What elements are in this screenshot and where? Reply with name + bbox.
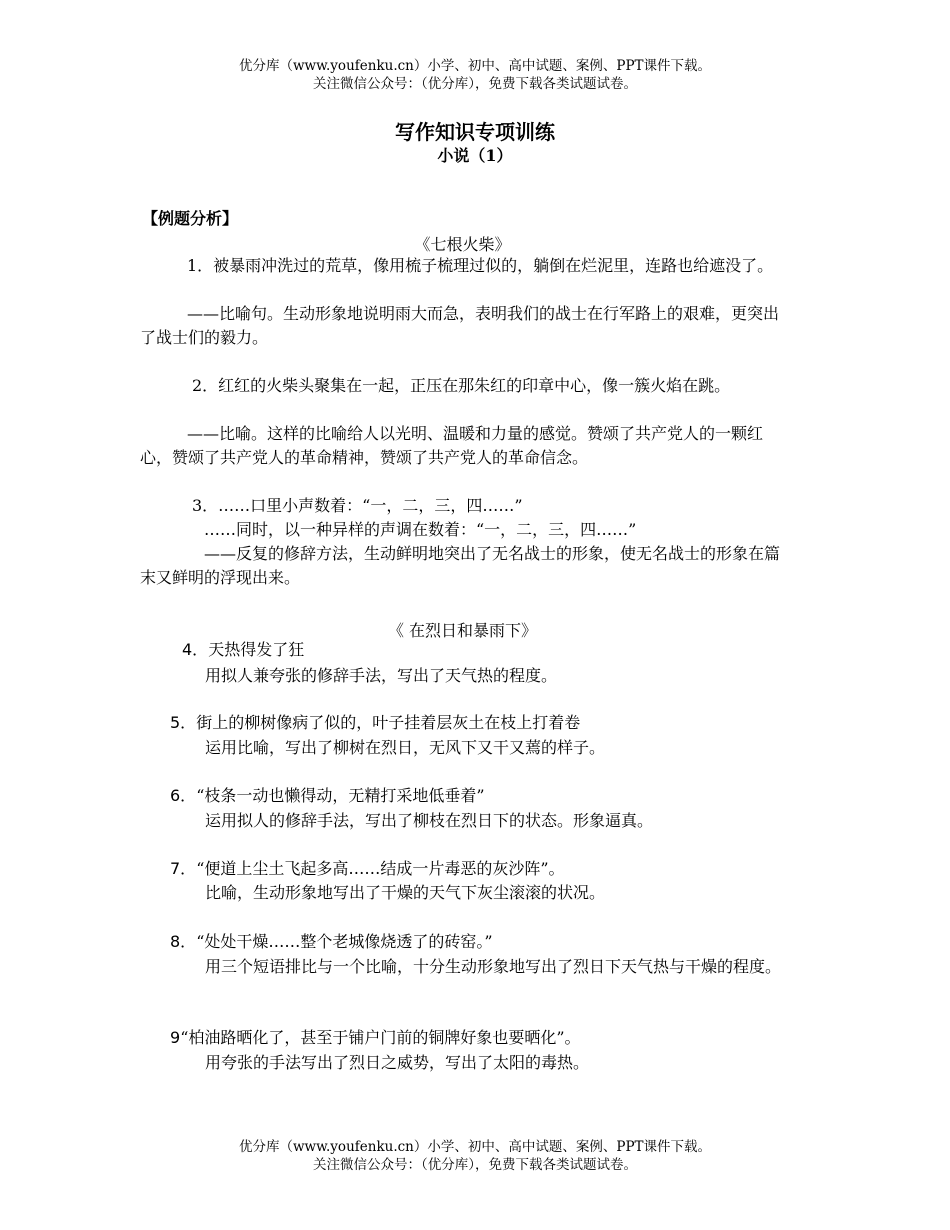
item-2-quote: 2．红红的火柴头聚集在一起，正压在那朱红的印章中心，像一簇火焰在跳。	[192, 376, 731, 395]
item-3-quote: 3．……口里小声数着：“一，二，三，四……”	[192, 496, 523, 515]
item-5-number: 5．	[170, 713, 197, 732]
item-9-text: “柏油路晒化了，甚至于铺户门前的铜牌好象也要晒化”。	[180, 1028, 581, 1047]
item-6-text: “枝条一动也懒得动，无精打采地低垂着”	[196, 786, 485, 805]
item-8-number: 8．	[170, 932, 197, 951]
item-6-number: 6．	[170, 786, 197, 805]
item-7-number: 7．	[170, 859, 197, 878]
item-9-quote	[170, 1026, 581, 1050]
footer-line-2: 关注微信公众号：（优分库），免费下载各类试题试卷。	[313, 1157, 637, 1173]
item-2-analysis: ——比喻。这样的比喻给人以光明、温暖和力量的感觉。赞颂了共产党人的一颗红心，赞颂了共产党人的革命精神，赞颂了共产党人的革命信念。	[140, 424, 764, 467]
page-header	[0, 57, 950, 93]
item-1-quote: 1．被暴雨冲洗过的荒草，像用梳子梳理过似的，躺倒在烂泥里，连路也给遮没了。	[187, 256, 774, 275]
item-6-quote	[170, 784, 485, 808]
item-4-analysis: 用拟人兼夸张的修辞手法，写出了天气热的程度。	[205, 666, 558, 685]
item-8-quote	[170, 930, 493, 954]
item-8-text: “处处干燥……整个老城像烧透了的砖窑。”	[196, 932, 493, 951]
item-9-analysis: 用夸张的手法写出了烈日之威势，写出了太阳的毒热。	[205, 1053, 590, 1072]
header-line-1: 优分库（www.youfenku.cn）小学、初中、高中试题、案例、PPT课件下载。	[238, 58, 712, 74]
item-3-quote-2: ……同时，以一种异样的声调在数着：“一，二，三，四……”	[204, 520, 637, 539]
page-footer	[0, 1138, 950, 1174]
header-line-2: 关注微信公众号：（优分库），免费下载各类试题试卷。	[313, 76, 637, 92]
document-title: 写作知识专项训练	[395, 120, 555, 144]
item-4-text: 天热得发了狂	[208, 640, 305, 659]
item-9-number: 9	[170, 1028, 181, 1047]
item-3-analysis: ——反复的修辞方法，生动鲜明地突出了无名战士的形象，使无名战士的形象在篇末又鲜明的浮现出来。	[140, 544, 781, 587]
item-4-quote	[182, 638, 304, 662]
footer-line-1: 优分库（www.youfenku.cn）小学、初中、高中试题、案例、PPT课件下载。	[238, 1139, 712, 1155]
item-1-analysis: ——比喻句。生动形象地说明雨大而急，表明我们的战士在行军路上的艰难，更突出了战士们的毅力。	[140, 304, 780, 347]
item-7-quote	[170, 857, 565, 881]
item-6-analysis: 运用拟人的修辞手法，写出了柳枝在烈日下的状态。形象逼真。	[205, 811, 654, 830]
item-5-analysis: 运用比喻，写出了柳树在烈日，无风下又干又蔫的样子。	[205, 738, 606, 757]
section-heading: 【例题分析】	[142, 209, 239, 228]
story-title-1: 《七根火柴》	[414, 235, 511, 254]
item-8-analysis: 用三个短语排比与一个比喻，十分生动形象地写出了烈日下天气热与干燥的程度。	[205, 957, 782, 976]
document-subtitle: 小说（1）	[437, 146, 513, 165]
story-title-2: 《 在烈日和暴雨下》	[387, 621, 538, 640]
item-5-text: 街上的柳树像病了似的，叶子挂着层灰土在枝上打着卷	[196, 713, 581, 732]
item-7-text: “便道上尘土飞起多高……结成一片毒恶的灰沙阵”。	[196, 859, 565, 878]
item-5-quote	[170, 711, 580, 735]
item-7-analysis: 比喻，生动形象地写出了干燥的天气下灰尘滚滚的状况。	[205, 883, 606, 902]
item-4-number: 4．	[182, 640, 209, 659]
